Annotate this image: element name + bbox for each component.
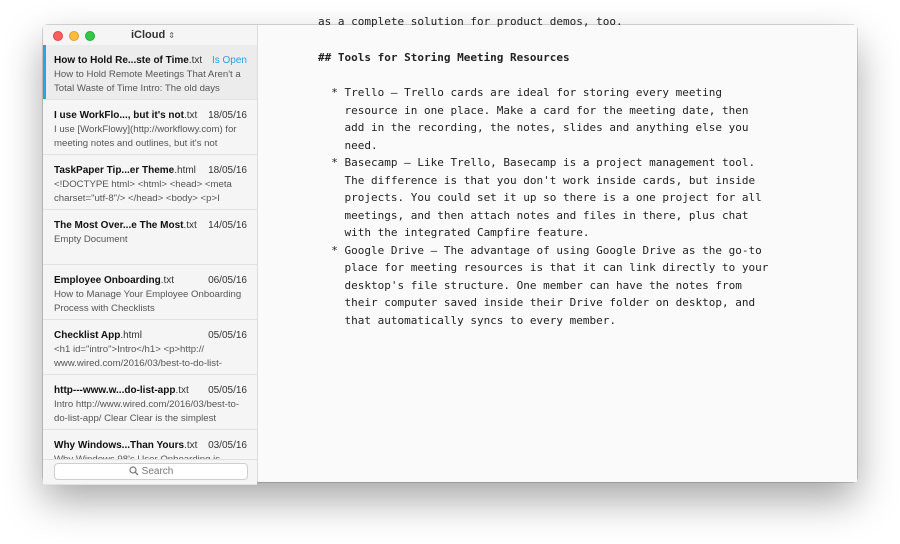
document-list-item[interactable] <box>43 155 257 210</box>
document-extension: .txt <box>175 385 189 396</box>
document-title: Why Windows...Than Yours <box>54 440 185 451</box>
editor-line: as a complete solution for product demos, too. <box>318 15 623 28</box>
document-status: Is Open <box>211 55 247 66</box>
document-list-item[interactable] <box>43 320 257 375</box>
document-preview: Intro http://www.wired.com/2016/03/best-to-do-list-app/ Clear Clear is the simplest <box>54 399 240 424</box>
document-preview: <!DOCTYPE html> <html> <head> <meta charset="utf-8"/> </head> <body> <p>I <box>54 179 232 204</box>
titlebar <box>43 25 257 45</box>
search-placeholder: Search <box>141 466 174 477</box>
document-date: 18/05/16 <box>208 165 247 176</box>
editor-line: that automatically syncs to every member. <box>318 314 617 327</box>
editor-line: * Trello – Trello cards are ideal for storing every meeting <box>318 86 722 99</box>
document-extension: .txt <box>160 275 175 286</box>
editor-line: add in the recording, the notes, slides and anything else you <box>318 121 749 134</box>
editor-line: place for meeting resources is that it can link directly to your <box>318 261 769 274</box>
document-list-item[interactable] <box>43 375 257 430</box>
updown-chevron-icon: ⇕ <box>168 31 175 40</box>
document-title: Employee Onboarding <box>54 275 161 286</box>
minimize-window-button[interactable] <box>69 31 79 41</box>
editor-line: projects. You could set it up so there is a one project for all <box>318 191 762 204</box>
document-title: How to Hold Re...ste of Time <box>54 55 189 66</box>
editor-line: * Basecamp – Like Trello, Basecamp is a project management tool. <box>318 156 756 169</box>
document-date: 18/05/16 <box>208 110 247 121</box>
document-list-item[interactable] <box>43 210 257 265</box>
document-title: Checklist App <box>54 330 121 341</box>
text-editor[interactable] <box>258 15 857 482</box>
document-title: I use WorkFlo..., but it's not <box>54 110 184 121</box>
editor-line: * Google Drive – The advantage of using Google Drive as the go-to <box>318 244 762 257</box>
document-date: 05/05/16 <box>208 385 247 396</box>
document-preview: How to Manage Your Employee Onboarding Process with Checklists <box>54 289 242 314</box>
document-list-item[interactable] <box>43 100 257 155</box>
document-title: http---www.w...do-list-app <box>54 385 176 396</box>
document-preview: How to Hold Remote Meetings That Aren't a Total Waste of Time Intro: The old days <box>54 69 241 94</box>
document-list-item[interactable] <box>43 265 257 320</box>
document-title: TaskPaper Tip...er Theme <box>54 165 175 176</box>
document-date: 14/05/16 <box>208 220 247 231</box>
document-preview: I use [WorkFlowy](http://workflowy.com) for meeting notes and outlines, but it's not <box>54 124 237 149</box>
document-extension: .txt <box>183 110 198 121</box>
document-extension: .txt <box>188 55 203 66</box>
document-date: 05/05/16 <box>208 330 247 341</box>
editor-heading: ## Tools for Storing Meeting Resources <box>318 51 570 64</box>
document-extension: .html <box>120 330 142 341</box>
document-title: The Most Over...e The Most <box>54 220 184 231</box>
document-extension: .txt <box>184 440 198 451</box>
editor-line: The difference is that you don't work inside cards, but inside <box>318 174 756 187</box>
editor-line: with the integrated Campfire feature. <box>318 226 590 239</box>
search-bar <box>43 459 257 482</box>
document-list-item[interactable] <box>43 45 257 100</box>
document-list <box>43 45 257 460</box>
location-label: iCloud <box>131 29 166 41</box>
editor-line: meetings, and then attach notes and files in there, plus chat <box>318 209 749 222</box>
app-window <box>43 15 857 482</box>
editor-line: desktop's file structure. One member can have the notes from <box>318 279 742 292</box>
document-preview: <h1 id="intro">Intro</h1> <p>http:// www.wired.com/2016/03/best-to-do-list- <box>54 344 222 369</box>
document-extension: .html <box>174 165 196 176</box>
zoom-window-button[interactable] <box>85 31 95 41</box>
document-extension: .txt <box>183 220 197 231</box>
document-date: 03/05/16 <box>208 440 247 451</box>
search-input[interactable] <box>54 463 248 480</box>
document-preview: Empty Document <box>54 234 128 245</box>
close-window-button[interactable] <box>53 31 63 41</box>
editor-line: their computer saved inside their Drive folder on desktop, and <box>318 296 756 309</box>
editor-line: need. <box>318 139 378 152</box>
sidebar <box>43 25 258 482</box>
location-selector[interactable] <box>131 29 175 41</box>
search-icon <box>129 466 139 476</box>
document-date: 06/05/16 <box>208 275 247 286</box>
editor-line: resource in one place. Make a card for the meeting date, then <box>318 104 749 117</box>
